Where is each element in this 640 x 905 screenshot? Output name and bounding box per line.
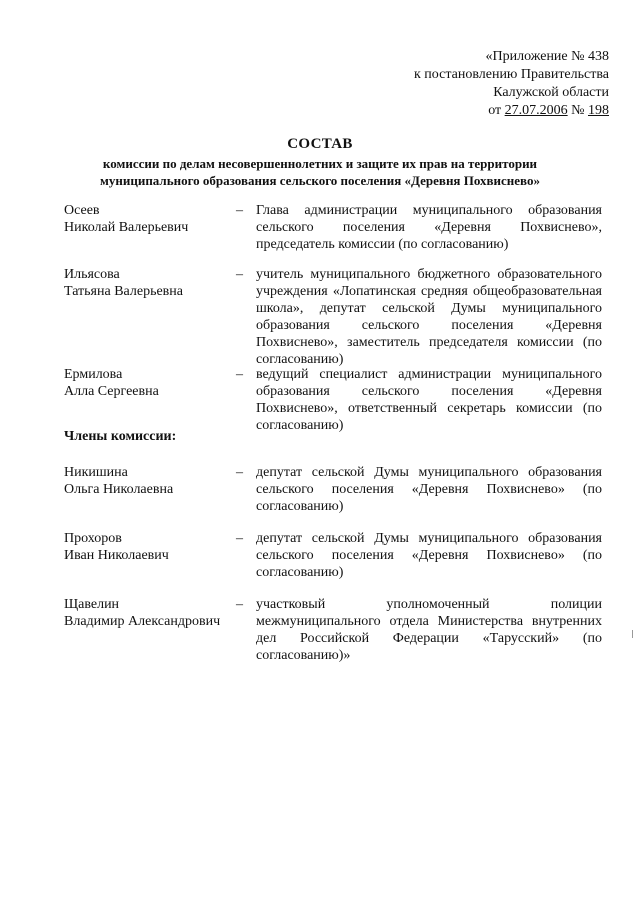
dash-separator: – — [236, 367, 243, 382]
person-role: Глава администрации муниципального образования сельского поселения «Деревня Похвиснево», председатель комиссии (по согласованию) — [256, 203, 602, 252]
person-role: депутат сельской Думы муниципального образования сельского поселения «Деревня Похвиснево» (по согласованию) — [256, 531, 602, 580]
person-surname: Щавелин — [64, 597, 120, 612]
person-name — [64, 366, 234, 400]
person-name — [64, 202, 234, 236]
number-prefix: № — [567, 103, 588, 118]
person-given-names: Алла Сергеевна — [64, 384, 159, 399]
person-name — [64, 530, 234, 564]
person-role: депутат сельской Думы муниципального образования сельского поселения «Деревня Похвиснево» (по согласованию) — [256, 465, 602, 514]
person-surname: Ермилова — [64, 367, 123, 382]
decree-date: 27.07.2006 — [504, 103, 568, 118]
document-title: СОСТАВ — [287, 136, 353, 152]
subtitle-line-2: муниципального образования сельского поселения «Деревня Похвиснево» — [100, 173, 540, 188]
document-subtitle — [90, 155, 550, 189]
decree-number: 198 — [588, 103, 609, 118]
dash-separator: – — [236, 531, 243, 546]
person-role: учитель муниципального бюджетного образовательного учреждения «Лопатинская средняя общеобразовательная школа», депутат сельской Думы муниципального образования сельского поселения «Деревня Похвиснево», заместитель председателя комиссии (по согласованию) — [256, 267, 602, 367]
person-given-names: Татьяна Валерьевна — [64, 284, 183, 299]
person-given-names: Ольга Николаевна — [64, 482, 174, 497]
person-name — [64, 464, 234, 498]
person-name — [64, 266, 234, 300]
person-given-names: Николай Валерьевич — [64, 220, 189, 235]
person-surname: Прохоров — [64, 531, 122, 546]
subtitle-line-1: комиссии по делам несовершеннолетних и защите их прав на территории — [102, 156, 538, 171]
person-surname: Ильясова — [64, 267, 120, 282]
person-surname: Осеев — [64, 203, 100, 218]
dash-separator: – — [236, 465, 243, 480]
members-heading: Члены комиссии: — [64, 429, 177, 444]
appendix-line-1: «Приложение № 438 — [485, 49, 609, 64]
scan-edge-mark — [632, 630, 633, 638]
person-role: ведущий специалист администрации муниципального образования сельского поселения «Деревня Похвиснево», ответственный секретарь комиссии (по согласованию) — [256, 367, 602, 433]
dash-separator: – — [236, 267, 243, 282]
person-role: участковый уполномоченный полиции межмуниципального отдела Министерства внутренних дел Российской Федерации «Тарусский» (по согласованию)» — [256, 597, 602, 663]
person-given-names: Иван Николаевич — [64, 548, 169, 563]
person-surname: Никишина — [64, 465, 128, 480]
appendix-header — [309, 48, 609, 120]
dash-separator: – — [236, 597, 243, 612]
appendix-line-3: Калужской области — [493, 85, 609, 100]
dash-separator: – — [236, 203, 243, 218]
person-name — [64, 596, 234, 630]
appendix-date-line — [309, 102, 609, 120]
appendix-line-2: к постановлению Правительства — [413, 67, 609, 82]
person-given-names: Владимир Александрович — [64, 614, 221, 629]
date-prefix: от — [488, 103, 505, 118]
